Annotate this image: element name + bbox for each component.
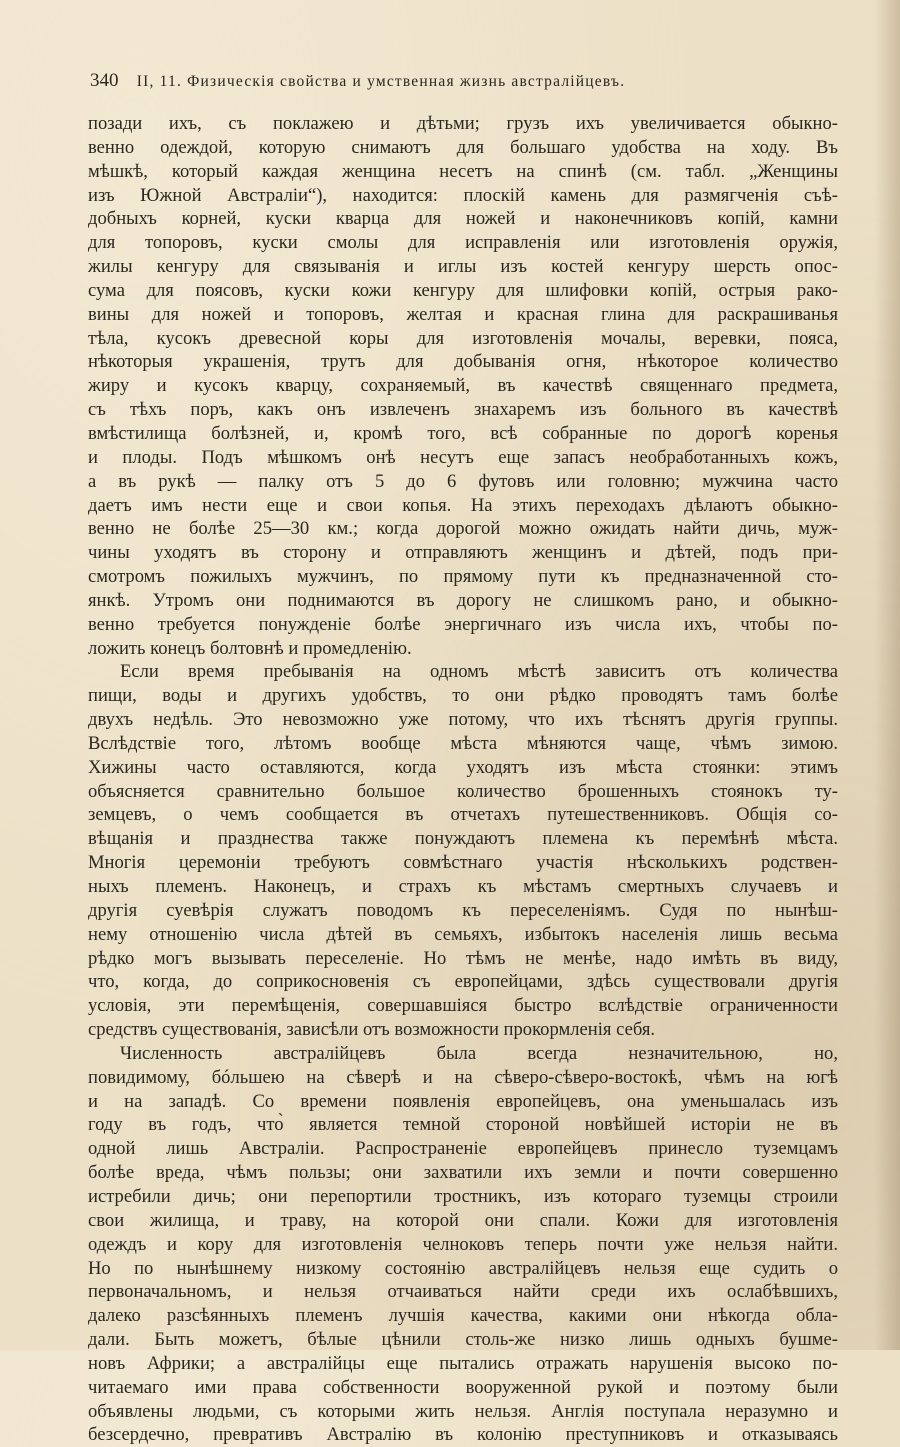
text-line: повидимому, бóльшею на сѣверѣ и на сѣверо-сѣверо-востокѣ, чѣмъ на югѣ xyxy=(88,1066,838,1088)
text-line: читаемаго ими права собственности вооруженной рукой и поэтому были xyxy=(88,1376,838,1398)
text-line: нему отношенію числа дѣтей въ семьяхъ, избытокъ населенія лишь весьма xyxy=(88,923,838,945)
text-line: позади ихъ, съ поклажею и дѣтьми; грузъ ихъ увеличивается обыкно- xyxy=(88,113,838,134)
text-line: Вслѣдствіе того, лѣтомъ вообще мѣста мѣняются чаще, чѣмъ зимою. xyxy=(88,732,838,754)
text-line: одеждъ и кору для изготовленія челноковъ теперь почти уже нельзя найти. xyxy=(88,1233,838,1255)
text-line: истребили дичь; они перепортили тростникъ, изъ котораго туземцы строили xyxy=(88,1185,838,1207)
text-line: сума для поясовъ, куски кожи кенгуру для шлифовки копій, острыя рако- xyxy=(88,279,838,301)
text-line: двухъ недѣль. Это невозможно уже потому, что ихъ тѣснятъ другія группы. xyxy=(88,709,838,731)
text-line: другія суевѣрія служатъ поводомъ къ переселеніямъ. Судя по нынѣш- xyxy=(88,899,838,921)
text-line: Хижины часто оставляются, когда уходятъ изъ мѣста стоянки: этимъ xyxy=(88,756,838,778)
text-line: жиру и кусокъ кварцу, сохраняемый, въ качествѣ священнаго предмета, xyxy=(88,375,838,397)
paragraph-first-line: Если время пребыванія на одномъ мѣстѣ зависитъ отъ количества xyxy=(120,661,838,683)
text-line: вмѣстилища болѣзней, и, кромѣ того, всѣ собранные по дорогѣ коренья xyxy=(88,422,838,444)
text-line: дали. Быть можетъ, бѣлые цѣнили столь-же низко лишь одныхъ бушме- xyxy=(88,1329,838,1351)
text-line: смотромъ пожилыхъ мужчинъ, по прямому пути къ предназначенной сто- xyxy=(88,566,838,588)
text-line: что, когда, до соприкосновенія съ европейцами, здѣсь существовали другія xyxy=(88,971,838,993)
text-line: тѣла, кусокъ древесной коры для изготовленія мочалы, веревки, пояса, xyxy=(88,327,838,349)
body-text xyxy=(88,112,838,1447)
text-line: венно не болѣе 25—30 км.; когда дорогой можно ожидать найти дичь, муж- xyxy=(88,518,838,540)
page-header xyxy=(90,70,850,96)
text-line: одной лишь Австраліи. Распространеніе европейцевъ принесло туземцамъ xyxy=(88,1138,838,1160)
text-line: и плоды. Подъ мѣшкомъ онѣ несутъ еще запасъ необработанныхъ кожъ, xyxy=(88,446,838,468)
text-line: условія, эти перемѣщенія, совершавшіяся быстро вслѣдствіе ограниченности xyxy=(88,995,838,1017)
paragraph-end-line: средствъ существованія, зависѣли отъ возможности прокормленія себя. xyxy=(88,1019,656,1041)
page-number: 340 xyxy=(90,70,119,91)
text-line: пищи, воды и другихъ удобствъ, то они рѣдко проводятъ тамъ болѣе xyxy=(88,685,838,707)
text-line: добныхъ корней, куски кварца для ножей и наконечниковъ копій, камни xyxy=(88,208,838,230)
text-line: объявлены людьми, съ которыми жить нельзя. Англія поступала неразумно и xyxy=(88,1400,838,1422)
text-line: жилы кенгуру для связыванія и иглы изъ костей кенгуру шерсть опос- xyxy=(88,256,838,278)
text-line: рѣдко могъ вызывать переселеніе. Но тѣмъ не менѣе, надо имѣть въ виду, xyxy=(88,947,838,969)
text-line: земцевъ, о чемъ сообщается въ отчетахъ путешественниковъ. Общія со- xyxy=(88,804,838,826)
text-line: новъ Африки; а австралійцы еще пытались отражать нарушенія высоко по- xyxy=(88,1352,838,1374)
text-line: году въ годъ, что̀ является темной стороной новѣйшей исторіи не въ xyxy=(88,1114,838,1136)
text-line: Многія церемоніи требуютъ совмѣстнаго участія нѣсколькихъ родствен- xyxy=(88,852,838,874)
text-line: а въ рукѣ — палку отъ 5 до 6 футовъ или головню; мужчина часто xyxy=(88,470,838,492)
text-line: мѣшкѣ, который каждая женщина несетъ на спинѣ (см. табл. „Женщины xyxy=(88,160,838,182)
text-line: ныхъ племенъ. Наконецъ, и страхъ къ мѣстамъ смертныхъ случаевъ и xyxy=(88,876,838,897)
text-line: венно одеждой, которую снимаютъ для большаго удобства на ходу. Въ xyxy=(88,136,838,158)
text-line: болѣе вреда, чѣмъ пользы; они захватили ихъ земли и почти совершенно xyxy=(88,1162,838,1184)
page-binding-shadow xyxy=(874,0,900,1350)
text-line: венно требуется понужденіе болѣе энергичнаго изъ числа ихъ, чтобы по- xyxy=(88,613,838,635)
text-line: янкѣ. Утромъ они поднимаются въ дорогу не слишкомъ рано, и обыкно- xyxy=(88,589,838,611)
text-line: и на западѣ. Со времени появленія европейцевъ, она уменьшалась изъ xyxy=(88,1090,838,1112)
paragraph-first-line: Численность австралійцевъ была всегда незначительною, но, xyxy=(120,1042,838,1064)
text-line: вины для ножей и топоровъ, желтая и красная глина для раскрашиванья xyxy=(88,303,838,325)
text-line: для топоровъ, куски смолы для исправленія или изготовленія оружія, xyxy=(88,232,838,254)
text-line: объясняется сравнительно большое количество брошенныхъ стоянокъ ту- xyxy=(88,780,838,802)
text-line: Но по нынѣшнему низкому состоянію австралійцевъ нельзя еще судить о xyxy=(88,1257,838,1279)
paragraph-end-line: ложить конецъ болтовнѣ и промедленію. xyxy=(88,637,412,659)
text-line: первоначальномъ, и нельзя отчаиваться найти среди ихъ ослабѣвшихъ, xyxy=(88,1281,838,1303)
text-line: далеко разсѣянныхъ племенъ лучшія качества, какими они нѣкогда обла- xyxy=(88,1305,838,1327)
text-line: даетъ имъ нести еще и свои копья. На этихъ переходахъ дѣлаютъ обыкно- xyxy=(88,494,838,516)
text-line: чины уходятъ въ сторону и отправляютъ женщинъ и дѣтей, подъ при- xyxy=(88,542,838,564)
text-line: вѣщанія и празднества также понуждаютъ племена къ перемѣнѣ мѣста. xyxy=(88,828,838,850)
text-line: нѣкоторыя украшенія, трутъ для добыванія огня, нѣкоторое количество xyxy=(88,351,838,373)
text-line: изъ Южной Австраліи“), находится: плоскій камень для размягченія съѣ- xyxy=(88,184,838,206)
text-line: съ тѣхъ поръ, какъ онъ извлеченъ знахаремъ изъ больного въ качествѣ xyxy=(88,399,838,421)
text-line: свои жилища, и траву, на которой они спали. Кожи для изготовленія xyxy=(88,1209,838,1231)
text-line: безсердечно, превративъ Австралію въ колонію преступниковъ и отказываясь xyxy=(88,1424,838,1446)
running-title: II, 11. Физическія свойства и умственная жизнь австралійцевъ. xyxy=(136,73,626,90)
